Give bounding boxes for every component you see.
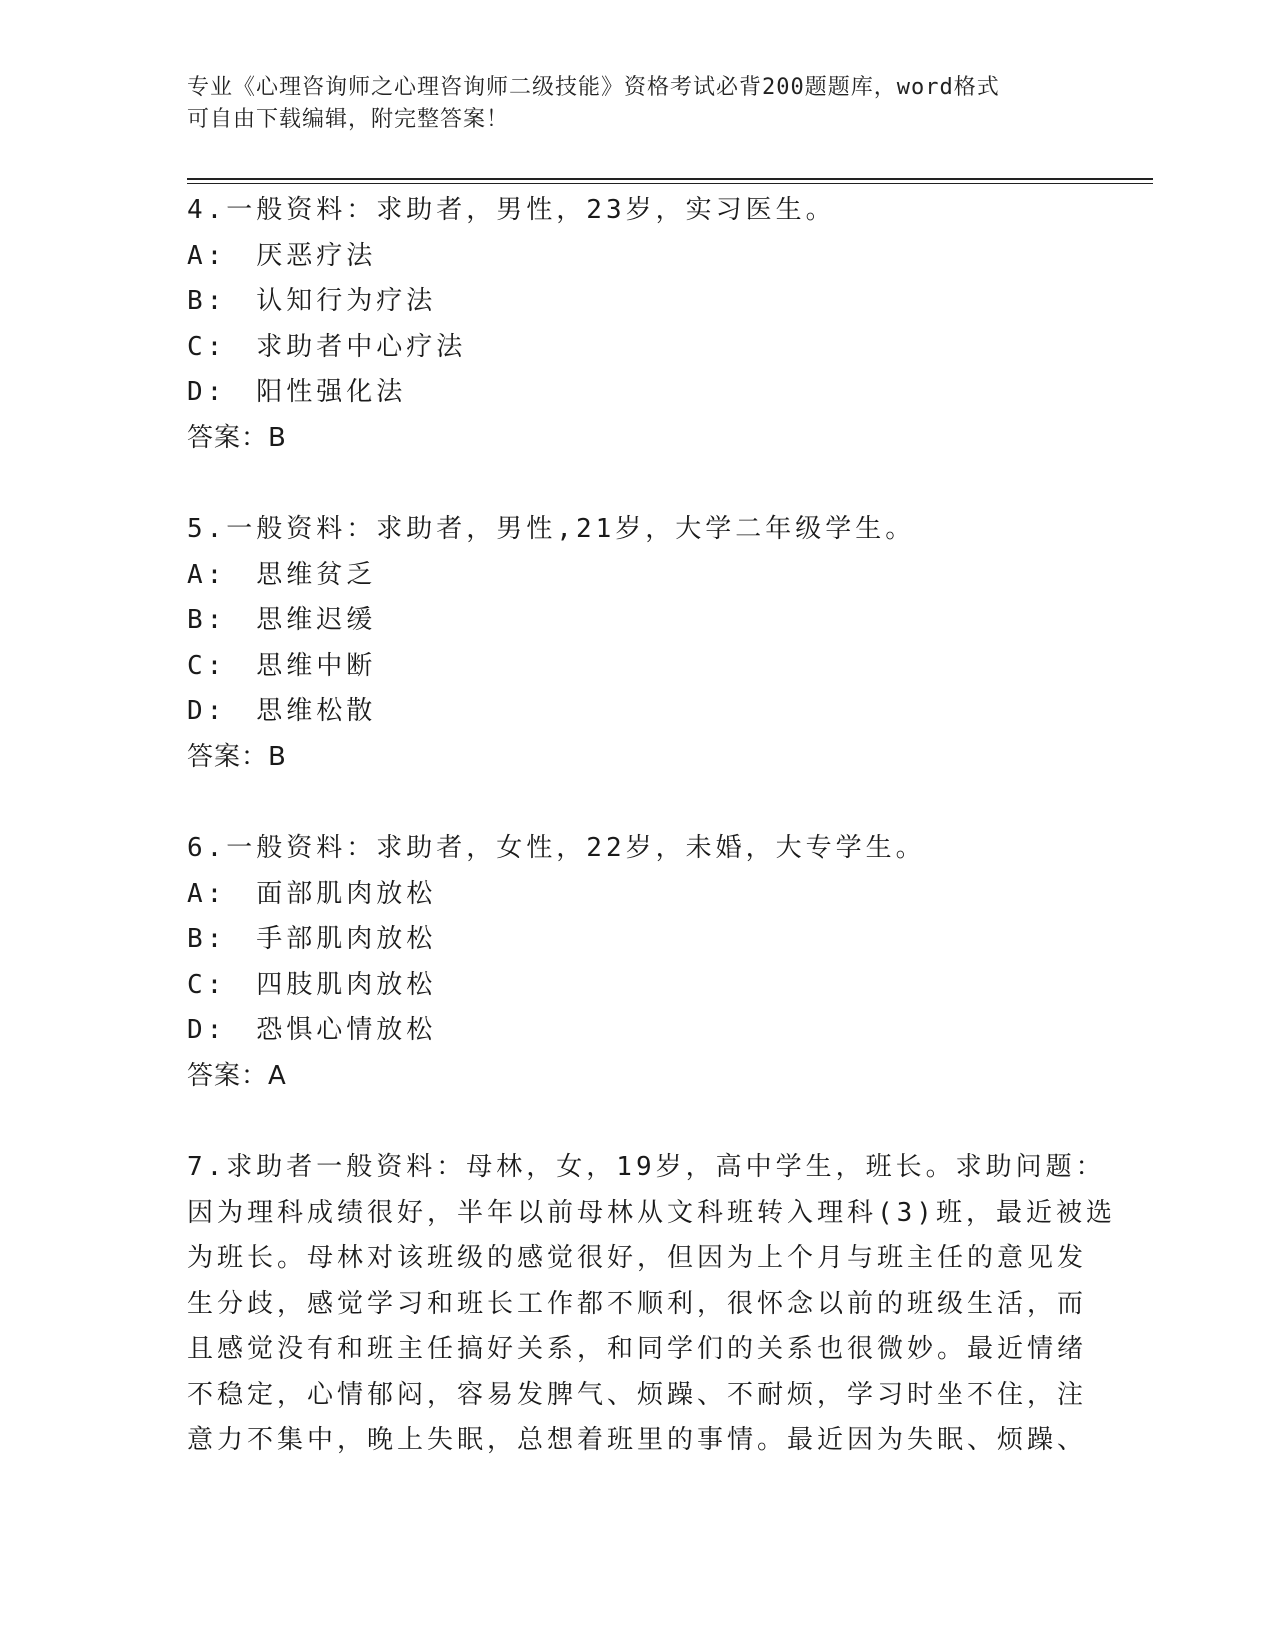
option-c: C: 四肢肌肉放松 xyxy=(187,969,437,1000)
option-b: B: 思维迟缓 xyxy=(187,605,377,635)
header-divider-thin xyxy=(187,183,1153,184)
option-a: A: 思维贫乏 xyxy=(187,559,377,590)
question-stem: 6.一般资料：求助者，女性，22岁，未婚，大专学生。 xyxy=(187,833,926,863)
question-7-line: 因为理科成绩很好，半年以前母林从文科班转入理科(3)班，最近被选 xyxy=(187,1197,1116,1228)
question-5 xyxy=(187,507,1087,780)
option-a: A: 厌恶疗法 xyxy=(187,240,377,271)
answer: 答案：A xyxy=(187,1060,287,1091)
option-b: B: 认知行为疗法 xyxy=(187,286,437,316)
document-header xyxy=(187,72,1067,136)
question-7-line: 生分歧，感觉学习和班长工作都不顺利，很怀念以前的班级生活，而 xyxy=(187,1288,1088,1319)
question-7 xyxy=(187,1145,1116,1464)
option-d: D: 恐惧心情放松 xyxy=(187,1015,437,1045)
question-7-line: 不稳定，心情郁闷，容易发脾气、烦躁、不耐烦，学习时坐不住，注 xyxy=(187,1379,1088,1410)
answer: 答案：B xyxy=(187,741,287,772)
option-d: D: 阳性强化法 xyxy=(187,377,407,407)
question-7-line: 7.求助者一般资料：母林，女，19岁，高中学生，班长。求助问题： xyxy=(187,1152,1106,1182)
header-divider-thick xyxy=(187,178,1153,180)
question-stem: 5.一般资料：求助者，男性,21岁，大学二年级学生。 xyxy=(187,514,916,544)
question-4 xyxy=(187,188,1087,461)
option-c: C: 思维中断 xyxy=(187,650,377,681)
option-b: B: 手部肌肉放松 xyxy=(187,924,437,954)
question-stem: 4.一般资料：求助者，男性，23岁，实习医生。 xyxy=(187,195,836,225)
header-line-1: 专业《心理咨询师之心理咨询师二级技能》资格考试必背200题题库，word格式 xyxy=(187,75,1000,100)
option-c: C: 求助者中心疗法 xyxy=(187,331,467,362)
question-7-line: 且感觉没有和班主任搞好关系，和同学们的关系也很微妙。最近情绪 xyxy=(187,1334,1088,1364)
question-7-line: 为班长。母林对该班级的感觉很好，但因为上个月与班主任的意见发 xyxy=(187,1243,1088,1273)
option-a: A: 面部肌肉放松 xyxy=(187,878,437,909)
option-d: D: 思维松散 xyxy=(187,696,377,726)
question-7-line: 意力不集中，晚上失眠，总想着班里的事情。最近因为失眠、烦躁、 xyxy=(187,1425,1088,1455)
document-body xyxy=(187,188,1116,1464)
header-line-2: 可自由下载编辑，附完整答案！ xyxy=(187,107,510,132)
answer: 答案：B xyxy=(187,422,287,453)
question-6 xyxy=(187,826,1087,1099)
